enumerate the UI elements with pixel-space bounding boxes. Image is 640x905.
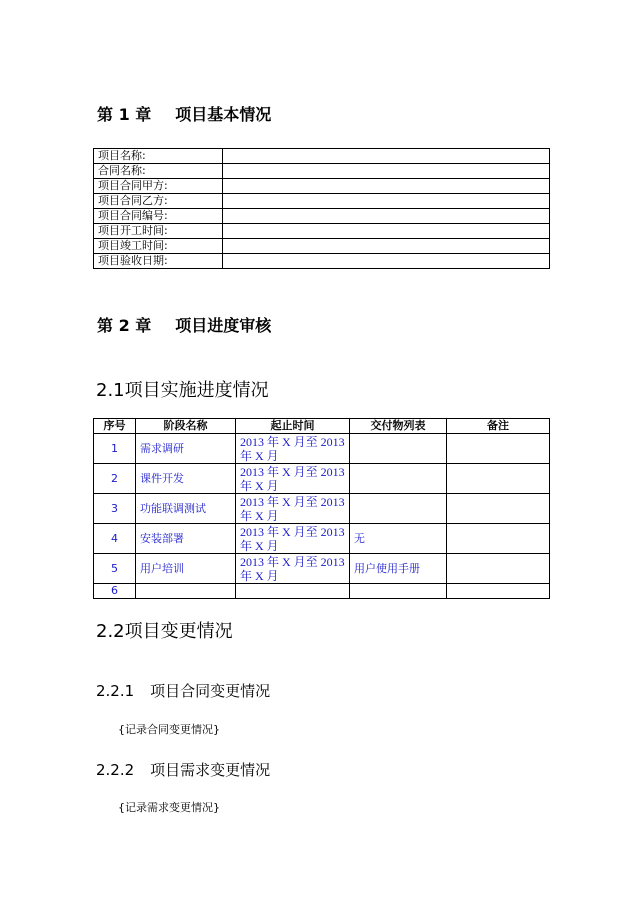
table-row [94,584,550,599]
table-row [94,494,550,524]
basic-info-label: 项目合同甲方: [94,179,223,194]
basic-info-value[interactable] [223,224,550,239]
section-2-2-2-title: 项目需求变更情况 [150,761,271,779]
row-no: 2 [94,464,136,494]
basic-info-label: 合同名称: [94,164,223,179]
table-header-row [94,419,550,434]
header-deliverables: 交付物列表 [350,419,447,434]
chapter-1-heading [97,102,271,125]
table-row [94,164,550,179]
table-row [94,464,550,494]
row-no: 3 [94,494,136,524]
basic-info-value[interactable] [223,194,550,209]
table-row [94,524,550,554]
basic-info-value[interactable] [223,179,550,194]
basic-info-label: 项目名称: [94,149,223,164]
table-row [94,209,550,224]
row-no: 4 [94,524,136,554]
header-stage: 阶段名称 [136,419,236,434]
row-remark [447,494,550,524]
row-deliverables [350,494,447,524]
contract-change-note: {记录合同变更情况} [118,723,220,736]
row-period: 2013 年 X 月至 2013 年 X 月 [236,434,350,464]
row-remark [447,464,550,494]
basic-info-value[interactable] [223,149,550,164]
row-stage: 安装部署 [136,524,236,554]
table-row [94,239,550,254]
row-remark [447,584,550,599]
chapter-2-title: 项目进度审核 [175,316,272,335]
row-period [236,584,350,599]
row-period: 2013 年 X 月至 2013 年 X 月 [236,464,350,494]
basic-info-table [93,148,550,269]
progress-table [93,418,550,599]
row-deliverables [350,584,447,599]
section-2-2-1-heading [96,680,270,701]
row-stage: 用户培训 [136,554,236,584]
basic-info-label: 项目合同编号: [94,209,223,224]
row-remark [447,524,550,554]
row-period: 2013 年 X 月至 2013 年 X 月 [236,494,350,524]
table-row [94,434,550,464]
basic-info-value[interactable] [223,164,550,179]
row-period: 2013 年 X 月至 2013 年 X 月 [236,554,350,584]
row-deliverables [350,464,447,494]
row-remark [447,554,550,584]
row-stage: 课件开发 [136,464,236,494]
row-stage [136,584,236,599]
table-row [94,224,550,239]
requirement-change-note: {记录需求变更情况} [118,801,220,814]
row-no: 1 [94,434,136,464]
basic-info-value[interactable] [223,209,550,224]
row-remark [447,434,550,464]
row-deliverables: 用户使用手册 [350,554,447,584]
basic-info-label: 项目验收日期: [94,254,223,269]
header-remark: 备注 [447,419,550,434]
header-period: 起止时间 [236,419,350,434]
basic-info-label: 项目合同乙方: [94,194,223,209]
basic-info-label: 项目竣工时间: [94,239,223,254]
section-2-2-2-heading [96,759,270,780]
table-row [94,554,550,584]
chapter-1-title: 项目基本情况 [175,105,272,124]
chapter-2-number: 第 2 章 [97,316,152,335]
chapter-2-heading [97,313,271,336]
row-stage: 需求调研 [136,434,236,464]
basic-info-value[interactable] [223,239,550,254]
table-row [94,194,550,209]
section-2-2-1-title: 项目合同变更情况 [150,682,271,700]
table-row [94,254,550,269]
header-no: 序号 [94,419,136,434]
chapter-1-number: 第 1 章 [97,105,152,124]
section-2-2-2-number: 2.2.2 [96,761,135,779]
basic-info-label: 项目开工时间: [94,224,223,239]
row-stage: 功能联调测试 [136,494,236,524]
table-row [94,179,550,194]
row-no: 5 [94,554,136,584]
row-deliverables [350,434,447,464]
basic-info-value[interactable] [223,254,550,269]
table-row [94,149,550,164]
row-period: 2013 年 X 月至 2013 年 X 月 [236,524,350,554]
section-2-2-heading: 2.2项目变更情况 [96,621,233,642]
section-2-1-heading: 2.1项目实施进度情况 [96,380,269,401]
section-2-2-1-number: 2.2.1 [96,682,135,700]
row-deliverables: 无 [350,524,447,554]
row-no: 6 [94,584,136,599]
